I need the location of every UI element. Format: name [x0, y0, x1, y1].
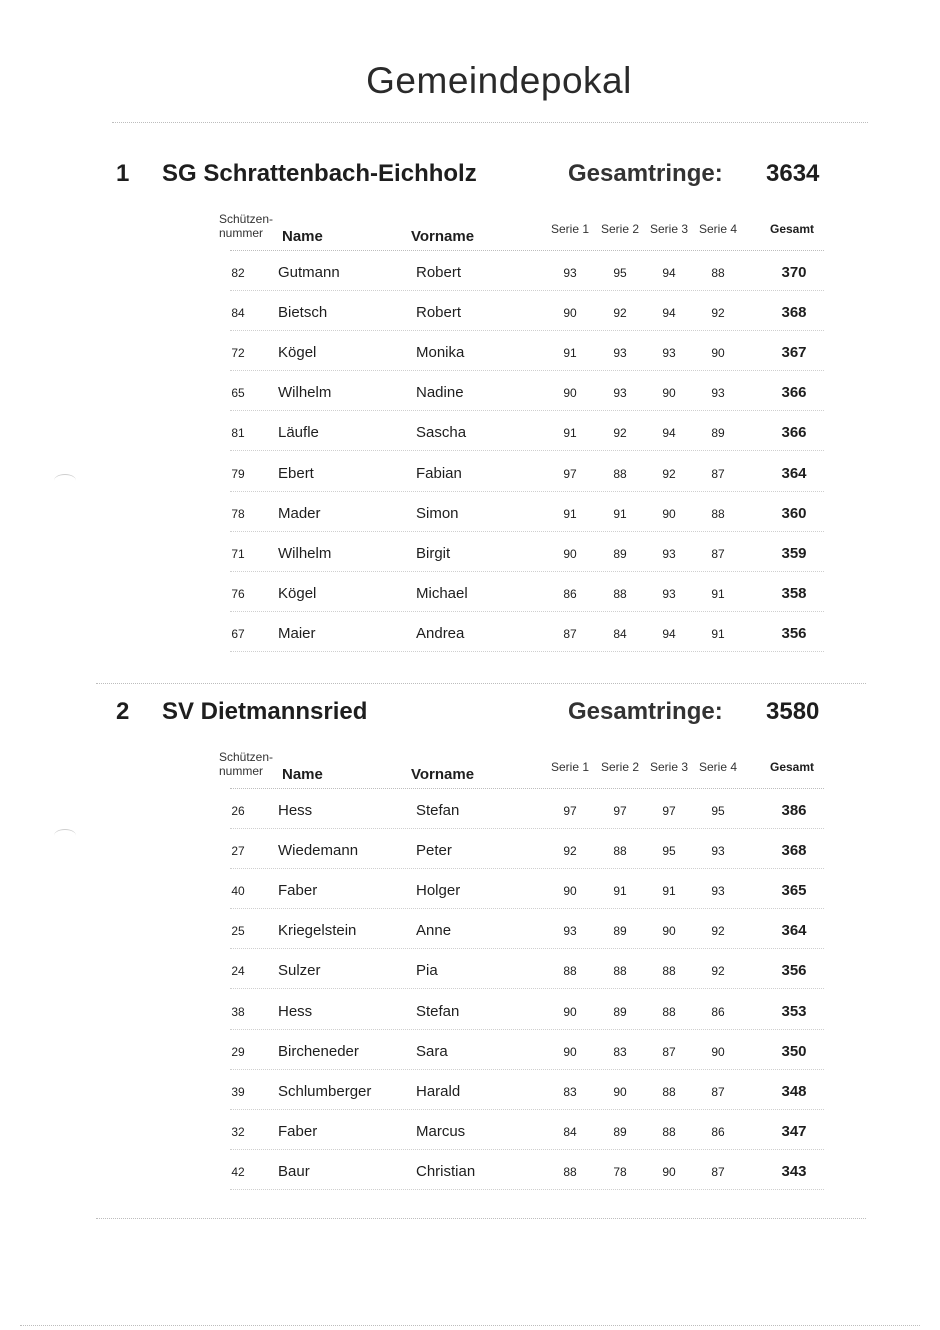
header-serie-1: Serie 1	[550, 760, 590, 774]
header-schuetzennummer: Schützen- nummer	[219, 212, 274, 240]
header-serie-4: Serie 4	[698, 222, 738, 236]
serie-1-score: 83	[563, 1084, 577, 1099]
total-score: 367	[781, 344, 807, 362]
serie-2-score: 88	[613, 586, 627, 601]
bottom-divider	[96, 1218, 866, 1219]
serie-3-score: 88	[662, 964, 676, 979]
header-vorname: Vorname	[411, 766, 475, 783]
shooter-number: 42	[231, 1164, 245, 1179]
table-row	[0, 414, 940, 454]
row-divider	[230, 531, 824, 532]
row-divider	[230, 1189, 824, 1190]
header-schuetzennummer: Schützen- nummer	[219, 750, 274, 778]
row-divider	[230, 908, 824, 909]
shooter-surname: Gutmann	[278, 264, 340, 281]
serie-2-score: 89	[613, 924, 627, 939]
table-row	[0, 455, 940, 495]
table-row	[0, 1033, 940, 1073]
header-serie-3: Serie 3	[649, 760, 689, 774]
header-serie-3: Serie 3	[649, 222, 689, 236]
shooter-number: 26	[231, 804, 245, 818]
table-row	[0, 792, 940, 832]
serie-1-score: 91	[563, 506, 577, 521]
shooter-firstname: Anne	[416, 922, 452, 940]
shooter-surname: Kögel	[278, 584, 317, 602]
serie-1-score: 91	[563, 426, 577, 441]
shooter-firstname: Pia	[416, 962, 438, 980]
shooter-surname: Wiedemann	[278, 842, 359, 860]
header-name: Name	[282, 228, 323, 245]
serie-1-score: 97	[563, 466, 577, 481]
shooter-surname: Bircheneder	[278, 1042, 359, 1060]
header-serie-2: Serie 2	[600, 760, 640, 774]
title-divider	[112, 122, 868, 123]
serie-3-score: 90	[662, 386, 676, 401]
serie-4-score: 91	[711, 586, 725, 601]
total-score: 343	[781, 1162, 807, 1180]
shooter-number: 76	[231, 586, 245, 601]
serie-3-score: 94	[662, 426, 676, 441]
shooter-number: 40	[231, 884, 245, 899]
total-score: 353	[781, 1002, 807, 1020]
serie-3-score: 90	[662, 506, 676, 521]
serie-1-score: 84	[563, 1124, 577, 1139]
serie-1-score: 88	[563, 1164, 577, 1179]
row-divider	[230, 330, 824, 331]
serie-2-score: 93	[613, 346, 627, 361]
shooter-surname: Faber	[278, 1122, 318, 1140]
shooter-surname: Kögel	[278, 344, 317, 362]
shooter-number: 81	[231, 426, 245, 441]
serie-4-score: 93	[711, 884, 725, 899]
serie-2-score: 88	[613, 964, 627, 979]
shooter-number: 38	[231, 1004, 245, 1019]
row-divider	[230, 948, 824, 949]
header-gesamt: Gesamt	[769, 222, 815, 236]
serie-2-score: 89	[613, 546, 627, 561]
total-score: 347	[781, 1122, 807, 1140]
total-score: 364	[781, 464, 807, 482]
serie-4-score: 87	[711, 1164, 725, 1179]
row-divider	[230, 868, 824, 869]
shooter-firstname: Michael	[416, 584, 468, 602]
team-divider	[96, 683, 866, 684]
shooter-surname: Maier	[278, 624, 316, 642]
serie-4-score: 88	[711, 266, 725, 280]
row-divider	[230, 651, 824, 652]
table-row	[0, 1113, 940, 1153]
serie-1-score: 90	[563, 546, 577, 561]
table-row	[0, 575, 940, 615]
shooter-firstname: Robert	[416, 264, 462, 281]
shooter-number: 71	[231, 546, 245, 561]
shooter-surname: Hess	[278, 1002, 313, 1020]
table-row	[0, 254, 940, 294]
table-row	[0, 872, 940, 912]
serie-4-score: 92	[711, 306, 725, 321]
serie-3-score: 95	[662, 844, 676, 859]
team-section	[0, 698, 940, 1238]
serie-3-score: 94	[662, 626, 676, 641]
header-divider	[230, 250, 824, 251]
punch-hole-mark	[54, 474, 76, 487]
row-divider	[230, 1149, 824, 1150]
serie-3-score: 93	[662, 546, 676, 561]
shooter-firstname: Stefan	[416, 802, 460, 819]
serie-2-score: 95	[613, 266, 627, 280]
team-rank: 2	[116, 698, 130, 725]
row-divider	[230, 410, 824, 411]
serie-1-score: 90	[563, 306, 577, 321]
total-value: 3634	[766, 160, 820, 187]
serie-1-score: 90	[563, 386, 577, 401]
table-row	[0, 952, 940, 992]
serie-3-score: 88	[662, 1084, 676, 1099]
row-divider	[230, 370, 824, 371]
table-row	[0, 993, 940, 1033]
total-score: 364	[781, 922, 807, 940]
shooter-surname: Hess	[278, 802, 313, 819]
table-row	[0, 912, 940, 952]
total-score: 360	[781, 504, 807, 522]
serie-3-score: 88	[662, 1124, 676, 1139]
shooter-number: 82	[231, 266, 245, 280]
serie-2-score: 92	[613, 306, 627, 321]
total-score: 348	[781, 1082, 807, 1100]
total-score: 366	[781, 424, 807, 442]
team-header	[0, 698, 940, 738]
serie-2-score: 88	[613, 466, 627, 481]
serie-4-score: 90	[711, 346, 725, 361]
shooter-number: 24	[231, 964, 245, 979]
serie-1-score: 97	[563, 804, 577, 818]
team-rank: 1	[116, 160, 130, 187]
table-row	[0, 615, 940, 655]
team-header	[0, 160, 940, 200]
table-row	[0, 374, 940, 414]
total-score: 365	[781, 882, 807, 900]
row-divider	[230, 988, 824, 989]
row-divider	[230, 491, 824, 492]
row-divider	[230, 1109, 824, 1110]
serie-4-score: 88	[711, 506, 725, 521]
shooter-firstname: Robert	[416, 304, 462, 322]
header-divider	[230, 788, 824, 789]
serie-1-score: 93	[563, 924, 577, 939]
header-gesamt: Gesamt	[769, 760, 815, 774]
serie-4-score: 91	[711, 626, 725, 641]
serie-3-score: 90	[662, 924, 676, 939]
shooter-firstname: Nadine	[416, 384, 464, 402]
table-row	[0, 832, 940, 872]
serie-1-score: 90	[563, 1004, 577, 1019]
punch-hole-mark	[54, 829, 76, 842]
header-name: Name	[282, 766, 323, 783]
shooter-firstname: Sara	[416, 1042, 448, 1060]
total-score: 370	[781, 264, 807, 281]
shooter-number: 39	[231, 1084, 245, 1099]
page-title: Gemeindepokal	[366, 60, 632, 101]
shooter-surname: Ebert	[278, 464, 314, 482]
total-score: 350	[781, 1042, 807, 1060]
shooter-surname: Bietsch	[278, 304, 328, 322]
total-score: 358	[781, 584, 807, 602]
column-headers	[0, 750, 940, 790]
serie-2-score: 83	[613, 1044, 627, 1059]
serie-2-score: 84	[613, 626, 627, 641]
header-serie-1: Serie 1	[550, 222, 590, 236]
total-score: 366	[781, 384, 807, 402]
shooter-surname: Läufle	[278, 424, 319, 442]
shooter-number: 27	[231, 844, 245, 859]
serie-2-score: 78	[613, 1164, 627, 1179]
total-score: 386	[781, 802, 807, 819]
shooter-surname: Kriegelstein	[278, 922, 357, 940]
shooter-number: 78	[231, 506, 245, 521]
total-label: Gesamtringe:	[568, 160, 723, 187]
serie-4-score: 86	[711, 1124, 725, 1139]
serie-4-score: 89	[711, 426, 725, 441]
serie-4-score: 93	[711, 386, 725, 401]
shooter-number: 84	[231, 306, 245, 321]
row-divider	[230, 828, 824, 829]
total-score: 356	[781, 962, 807, 980]
serie-4-score: 86	[711, 1004, 725, 1019]
total-value: 3580	[766, 698, 820, 725]
serie-3-score: 87	[662, 1044, 676, 1059]
shooter-firstname: Harald	[416, 1082, 461, 1100]
shooter-number: 25	[231, 924, 245, 939]
total-score: 368	[781, 842, 807, 860]
serie-2-score: 89	[613, 1004, 627, 1019]
serie-1-score: 93	[563, 266, 577, 280]
serie-4-score: 87	[711, 466, 725, 481]
serie-4-score: 92	[711, 964, 725, 979]
serie-3-score: 92	[662, 466, 676, 481]
row-divider	[230, 1069, 824, 1070]
serie-1-score: 92	[563, 844, 577, 859]
team-name: SG Schrattenbach-Eichholz	[162, 160, 477, 187]
serie-4-score: 87	[711, 546, 725, 561]
shooter-surname: Mader	[278, 504, 321, 522]
total-score: 356	[781, 624, 807, 642]
shooter-surname: Baur	[278, 1162, 310, 1180]
total-score: 359	[781, 544, 807, 562]
row-divider	[230, 450, 824, 451]
shooter-firstname: Holger	[416, 882, 461, 900]
shooter-surname: Wilhelm	[278, 544, 332, 562]
total-score: 368	[781, 304, 807, 322]
shooter-firstname: Monika	[416, 344, 465, 362]
serie-2-score: 91	[613, 506, 627, 521]
shooter-surname: Sulzer	[278, 962, 321, 980]
table-row	[0, 495, 940, 535]
shooter-number: 32	[231, 1124, 245, 1139]
row-divider	[230, 571, 824, 572]
serie-3-score: 90	[662, 1164, 676, 1179]
serie-3-score: 93	[662, 586, 676, 601]
serie-3-score: 94	[662, 266, 676, 280]
header-vorname: Vorname	[411, 228, 475, 245]
team-name: SV Dietmannsried	[162, 698, 368, 725]
shooter-firstname: Birgit	[416, 544, 451, 562]
serie-2-score: 93	[613, 386, 627, 401]
serie-4-score: 87	[711, 1084, 725, 1099]
serie-4-score: 90	[711, 1044, 725, 1059]
shooter-firstname: Christian	[416, 1162, 476, 1180]
serie-1-score: 90	[563, 884, 577, 899]
serie-1-score: 90	[563, 1044, 577, 1059]
serie-2-score: 88	[613, 844, 627, 859]
header-serie-2: Serie 2	[600, 222, 640, 236]
serie-4-score: 93	[711, 844, 725, 859]
shooter-firstname: Fabian	[416, 464, 462, 482]
serie-1-score: 88	[563, 964, 577, 979]
serie-3-score: 94	[662, 306, 676, 321]
shooter-surname: Faber	[278, 882, 318, 900]
row-divider	[230, 1029, 824, 1030]
serie-3-score: 93	[662, 346, 676, 361]
table-row	[0, 294, 940, 334]
shooter-number: 67	[231, 626, 245, 641]
serie-2-score: 89	[613, 1124, 627, 1139]
serie-2-score: 97	[613, 804, 627, 818]
serie-1-score: 87	[563, 626, 577, 641]
row-divider	[230, 611, 824, 612]
serie-3-score: 88	[662, 1004, 676, 1019]
serie-1-score: 86	[563, 586, 577, 601]
page-edge-line	[20, 1325, 920, 1326]
serie-4-score: 95	[711, 804, 725, 818]
table-row	[0, 535, 940, 575]
serie-2-score: 91	[613, 884, 627, 899]
shooter-firstname: Simon	[416, 504, 459, 522]
serie-2-score: 92	[613, 426, 627, 441]
shooter-firstname: Stefan	[416, 1002, 460, 1020]
serie-3-score: 97	[662, 804, 676, 818]
column-headers	[0, 212, 940, 252]
shooter-surname: Wilhelm	[278, 384, 332, 402]
table-row	[0, 1073, 940, 1113]
serie-1-score: 91	[563, 346, 577, 361]
shooter-firstname: Peter	[416, 842, 452, 860]
table-row	[0, 334, 940, 374]
shooter-firstname: Sascha	[416, 424, 467, 442]
shooter-firstname: Marcus	[416, 1122, 466, 1140]
shooter-surname: Schlumberger	[278, 1082, 372, 1100]
shooter-firstname: Andrea	[416, 624, 465, 642]
serie-2-score: 90	[613, 1084, 627, 1099]
table-row	[0, 1153, 940, 1193]
serie-4-score: 92	[711, 924, 725, 939]
row-divider	[230, 290, 824, 291]
shooter-number: 79	[231, 466, 245, 481]
header-serie-4: Serie 4	[698, 760, 738, 774]
shooter-number: 65	[231, 386, 245, 401]
shooter-number: 72	[231, 346, 245, 361]
total-label: Gesamtringe:	[568, 698, 723, 725]
team-section	[0, 160, 940, 700]
shooter-number: 29	[231, 1044, 245, 1059]
serie-3-score: 91	[662, 884, 676, 899]
